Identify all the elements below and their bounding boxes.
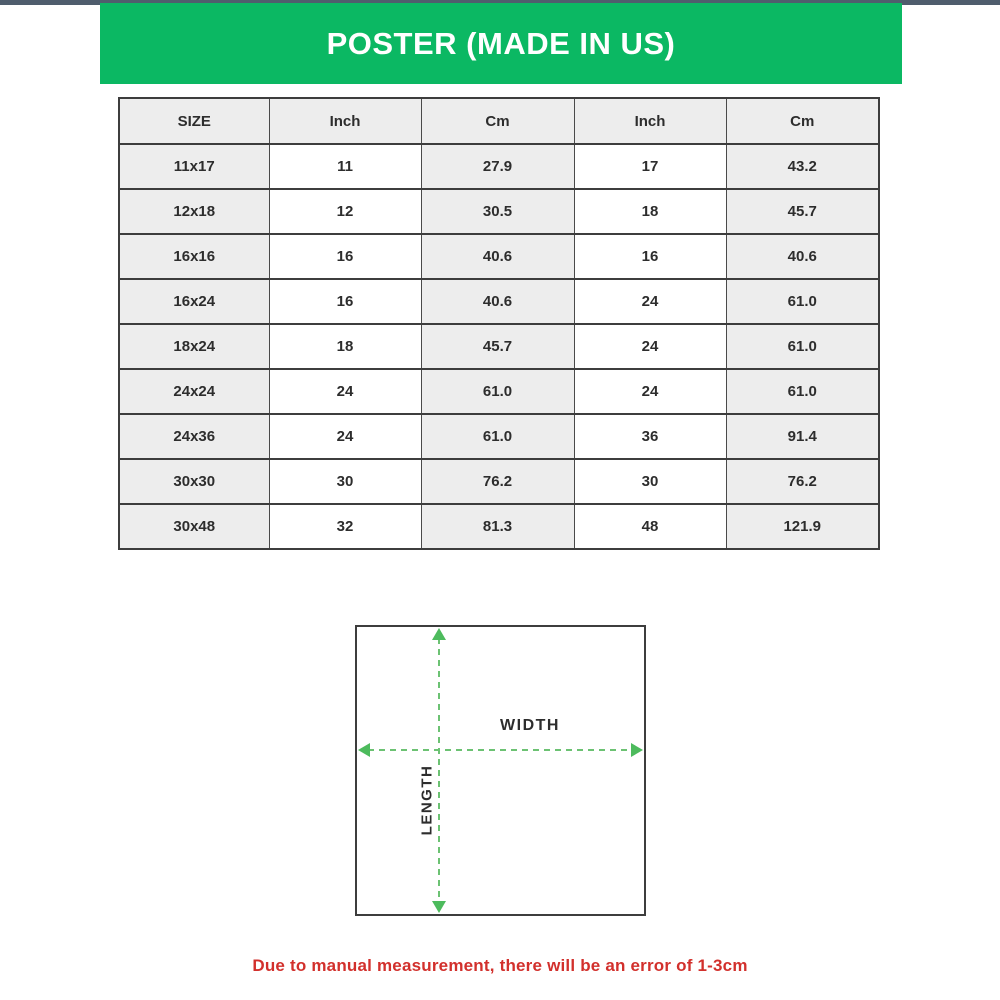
value-cell: 27.9: [421, 144, 574, 189]
size-cell: 24x24: [119, 369, 269, 414]
value-cell: 24: [269, 414, 421, 459]
value-cell: 18: [269, 324, 421, 369]
value-cell: 24: [574, 279, 726, 324]
value-cell: 32: [269, 504, 421, 549]
value-cell: 121.9: [726, 504, 879, 549]
value-cell: 61.0: [726, 369, 879, 414]
table-row: [119, 414, 879, 459]
table-row: [119, 459, 879, 504]
value-cell: 24: [269, 369, 421, 414]
value-cell: 76.2: [421, 459, 574, 504]
size-cell: 24x36: [119, 414, 269, 459]
value-cell: 61.0: [421, 414, 574, 459]
size-cell: 12x18: [119, 189, 269, 234]
column-header: Cm: [421, 98, 574, 144]
page-title: POSTER (MADE IN US): [326, 25, 676, 61]
value-cell: 11: [269, 144, 421, 189]
value-cell: 16: [269, 279, 421, 324]
value-cell: 43.2: [726, 144, 879, 189]
value-cell: 76.2: [726, 459, 879, 504]
measurement-diagram: [355, 625, 646, 916]
table-row: [119, 234, 879, 279]
column-header: Cm: [726, 98, 879, 144]
size-cell: 16x24: [119, 279, 269, 324]
arrow-down-icon: [432, 901, 446, 913]
value-cell: 40.6: [421, 234, 574, 279]
table-row: [119, 189, 879, 234]
measurement-note: Due to manual measurement, there will be an error of 1-3cm: [252, 956, 748, 975]
size-cell: 16x16: [119, 234, 269, 279]
value-cell: 36: [574, 414, 726, 459]
value-cell: 16: [269, 234, 421, 279]
table-row: [119, 369, 879, 414]
value-cell: 30.5: [421, 189, 574, 234]
size-cell: 30x30: [119, 459, 269, 504]
value-cell: 24: [574, 369, 726, 414]
size-cell: 11x17: [119, 144, 269, 189]
column-header: Inch: [269, 98, 421, 144]
value-cell: 17: [574, 144, 726, 189]
dimension-arrows: [357, 627, 644, 914]
value-cell: 30: [574, 459, 726, 504]
value-cell: 18: [574, 189, 726, 234]
table-header-row: [119, 98, 879, 144]
table-row: [119, 504, 879, 549]
value-cell: 45.7: [421, 324, 574, 369]
arrow-left-icon: [358, 743, 370, 757]
width-label: WIDTH: [500, 717, 560, 734]
value-cell: 48: [574, 504, 726, 549]
table-row: [119, 324, 879, 369]
value-cell: 61.0: [726, 279, 879, 324]
value-cell: 45.7: [726, 189, 879, 234]
size-table-body: [119, 144, 879, 549]
size-cell: 18x24: [119, 324, 269, 369]
column-header: SIZE: [119, 98, 269, 144]
value-cell: 12: [269, 189, 421, 234]
value-cell: 40.6: [421, 279, 574, 324]
value-cell: 91.4: [726, 414, 879, 459]
arrow-right-icon: [631, 743, 643, 757]
size-table: [118, 97, 880, 550]
value-cell: 24: [574, 324, 726, 369]
length-label: LENGTH: [418, 764, 436, 836]
value-cell: 30: [269, 459, 421, 504]
value-cell: 16: [574, 234, 726, 279]
title-banner: [100, 3, 902, 84]
value-cell: 61.0: [421, 369, 574, 414]
value-cell: 61.0: [726, 324, 879, 369]
value-cell: 81.3: [421, 504, 574, 549]
table-row: [119, 144, 879, 189]
value-cell: 40.6: [726, 234, 879, 279]
column-header: Inch: [574, 98, 726, 144]
arrow-up-icon: [432, 628, 446, 640]
size-cell: 30x48: [119, 504, 269, 549]
table-row: [119, 279, 879, 324]
